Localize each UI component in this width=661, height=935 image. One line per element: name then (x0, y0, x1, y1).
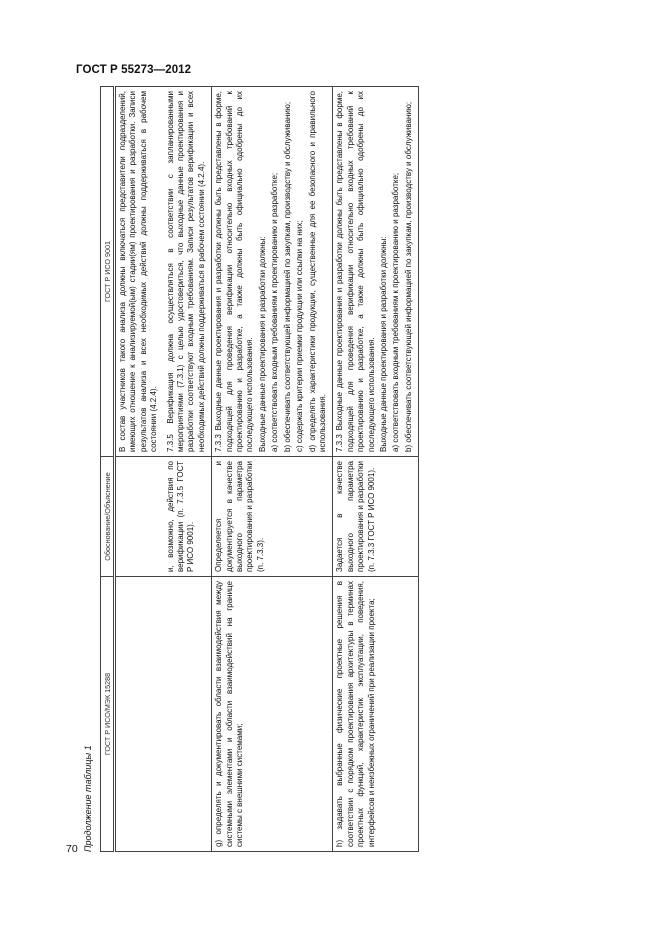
cell-paragraph: 7.3.3 Выходные данные проектирования и разработки должны быть представлены в форме, подходящей для проведения верификации относительно входных требований к проектированию и разработке, а также должны быть официально одобрены до их последующего использования. (335, 91, 376, 452)
cell-gost-9001 (212, 87, 333, 457)
cell-rationale: Определяется и документируется в качестве выходного параметра проектирования и разработки (п. 7.3.3). (212, 457, 333, 577)
cell-paragraph: b) обеспечивать соответствующей информацией по закупкам, производству и обслуживанию; (282, 101, 292, 452)
cell-rationale (116, 457, 164, 577)
table-row (212, 87, 333, 852)
cell-gost-9001 (116, 87, 164, 457)
column-header-gost-9001: ГОСТ Р ИСО 9001 (101, 87, 115, 457)
column-header-gost-15288: ГОСТ Р ИСО/МЭК 15288 (101, 577, 115, 852)
table-header-row (101, 87, 115, 852)
cell-rationale: Задается в качестве выходного параметра проектирования и разработки (п. 7.3.3 ГОСТ Р ИСО 9001). (333, 457, 419, 577)
cell-rationale: и, возможно, действия по верификации (п. 7.3.5 ГОСТ Р ИСО 9001). (164, 457, 212, 577)
cell-paragraph: Выходные данные проектирования и разработки должны: (257, 236, 267, 452)
table-row (164, 87, 212, 852)
cell-gost-9001 (333, 87, 419, 457)
cell-gost-15288 (164, 577, 212, 852)
table-row (116, 87, 164, 852)
cell-gost-15288: g) определять и документировать области взаимодействия между системными элементами и области взаимодействий на границе системы с внешними системами; (212, 577, 333, 852)
cell-gost-9001 (164, 87, 212, 457)
table-row (333, 87, 419, 852)
page-number: 70 (66, 843, 78, 855)
cell-paragraph: 7.3.3 Выходные данные проектирования и разработки должны быть представлены в форме, подходящей для проведения верификации относительно входных требований к проектированию и разработке, а также должны быть официально одобрены до их последующего использования. (214, 91, 255, 452)
comparison-table (100, 86, 419, 852)
cell-paragraph: d) определять характеристики продукции, существенные для ее безопасного и правильного использования. (307, 91, 327, 452)
cell-paragraph: b) обеспечивать соответствующей информацией по закупкам, производству и обслуживанию; (403, 101, 413, 452)
cell-paragraph: Выходные данные проектирования и разработки должны: (378, 236, 388, 452)
table-continuation-caption: Продолжение таблицы 1 (83, 745, 93, 852)
rotated-table-page (83, 87, 563, 852)
page-header-title: ГОСТ Р 55273—2012 (76, 64, 192, 76)
cell-paragraph: a) соответствовать входным требованиям к проектированию и разработке; (270, 172, 280, 452)
column-header-rationale: Обоснование/Объяснение (101, 457, 115, 577)
cell-gost-15288: h) задавать выбранные физические проектные решения в соответствии с порядком проектирования архитектуры в терминах проектных функций, характеристик эксплуатации, поведения, интерфейсов и неизбежных ограничений при реализации проекта; (333, 577, 419, 852)
cell-paragraph: В состав участников такого анализа должны включаться представители подразделений, имеющих отношение к анализируемой(ым) стадии(ям) проектирования и разработки. Записи результатов анализа и всех необходимых действий должны поддерживаться в рабочем состоянии (4.2.4). (118, 91, 159, 452)
cell-paragraph: 7.3.5 Верификация должна осуществляться в соответствии с запланированными мероприятиями (7.3.1) с целью удостовериться, что выходные данные проектирования и разработки соответствуют входным требованиям. Записи результатов верификации и всех необходимых действий должны поддерживаться в рабочем состоянии (4.2.4). (165, 91, 206, 452)
cell-gost-15288 (116, 577, 164, 852)
cell-paragraph: a) соответствовать входным требованиям к проектированию и разработке; (391, 172, 401, 452)
cell-paragraph: c) содержать критерии приемки продукции или ссылки на них; (295, 220, 305, 452)
